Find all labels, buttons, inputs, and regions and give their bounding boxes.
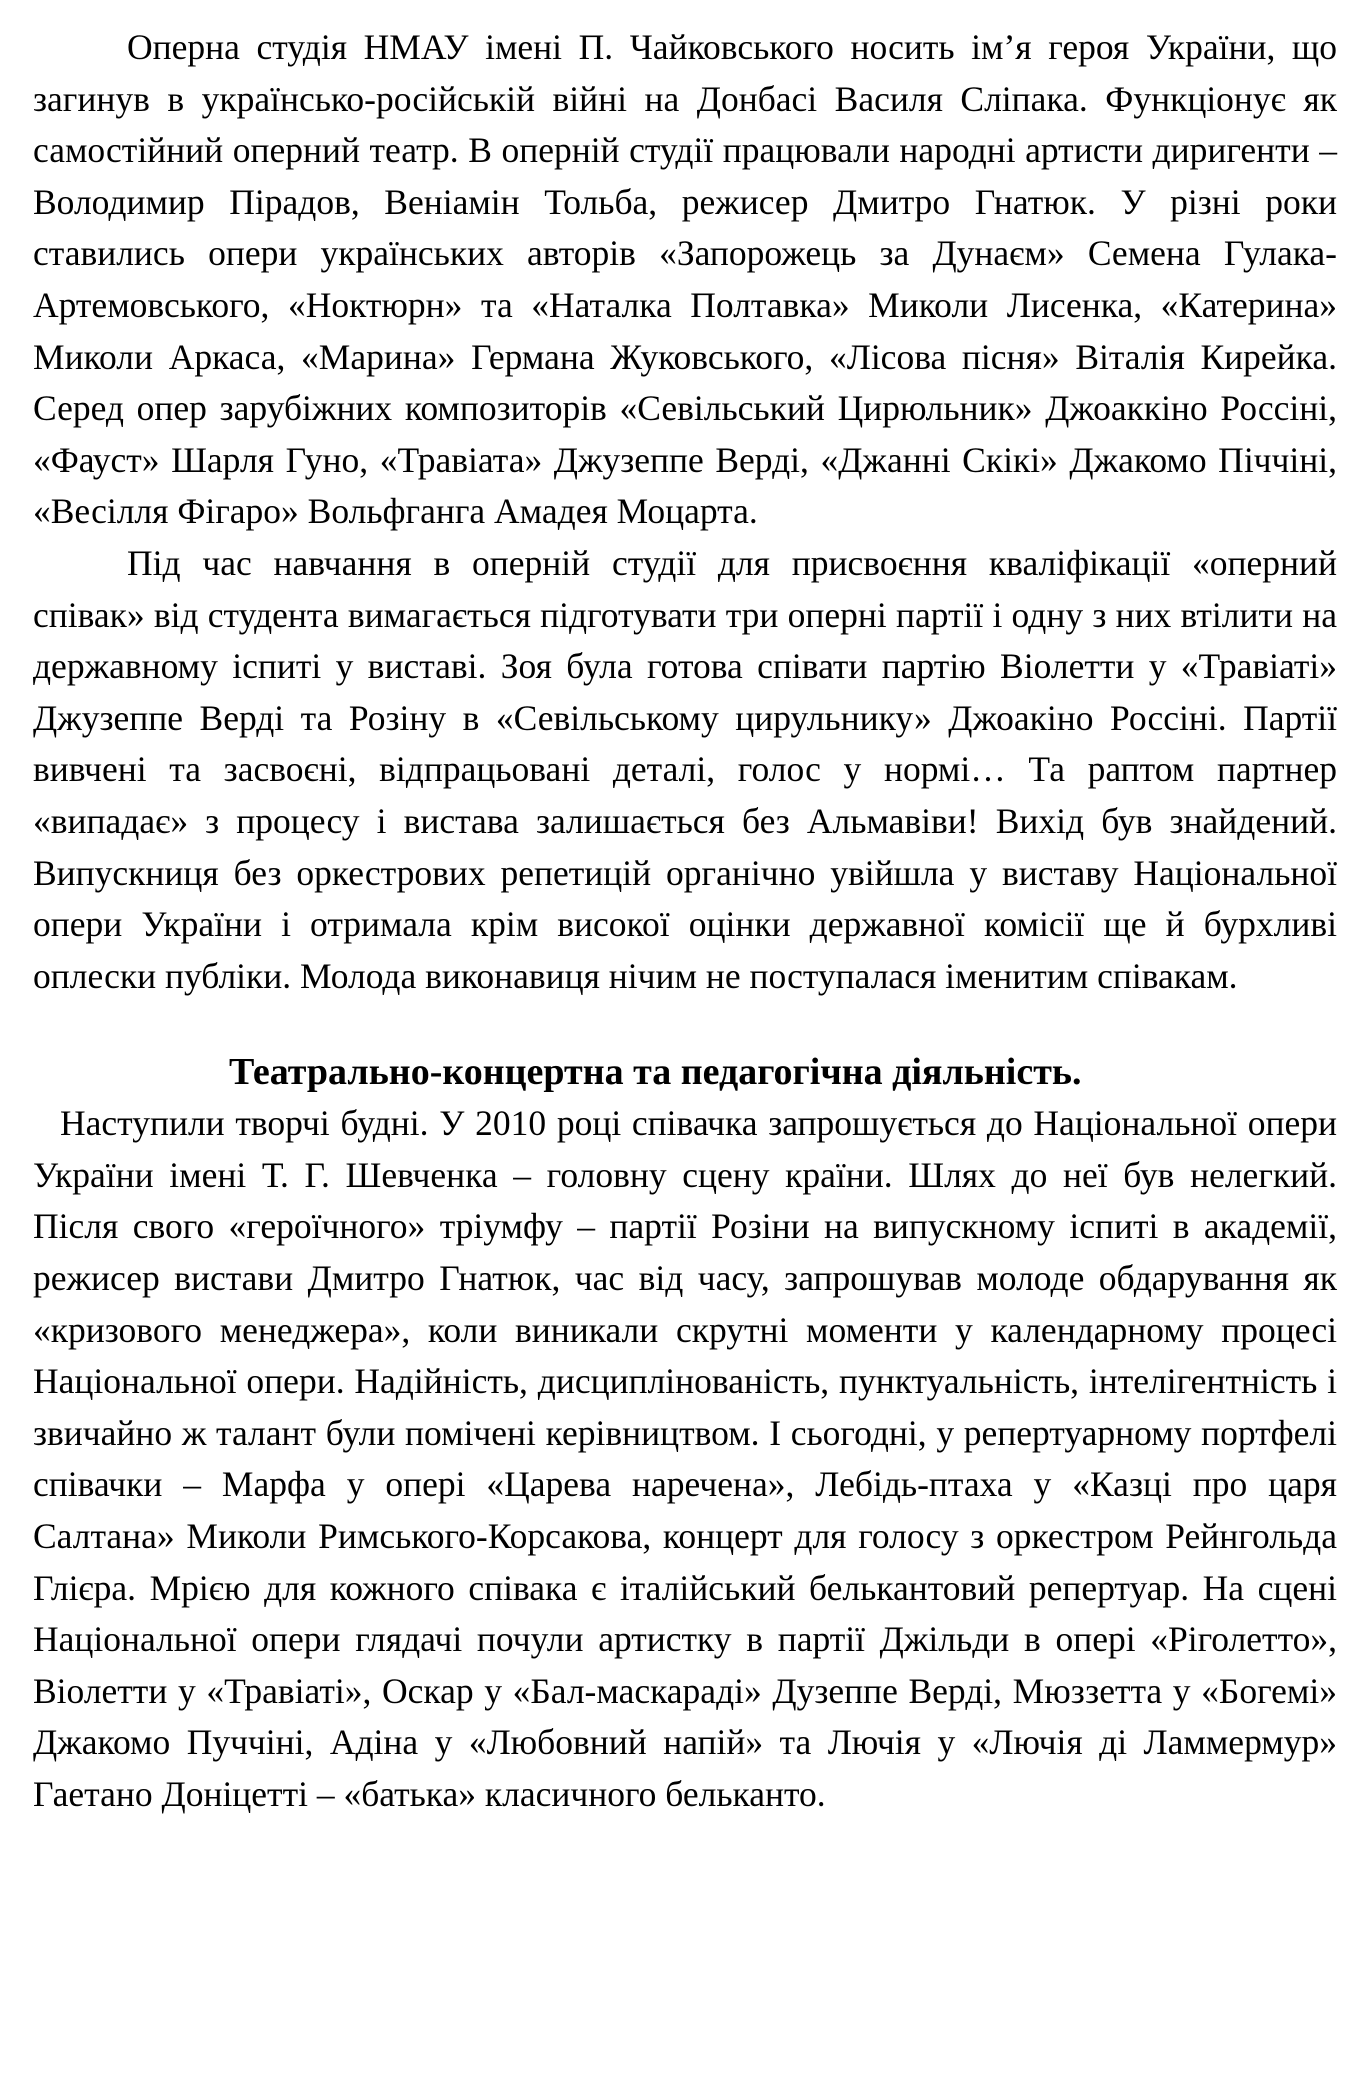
paragraph-opera-studio: Оперна студія НМАУ імені П. Чайковського носить ім’я героя України, що загинув в українсько-російській війні на Донбасі Василя Сліпака. Функціонує як самостійний оперний театр. В оперній студії працювали народні артисти диригенти – Володимир Пірадов, Веніамін Тольба, режисер Дмитро Гнатюк. У різні роки ставились опери українських авторів «Запорожець за Дунаєм» Семена Гулака-Артемовського, «Ноктюрн» та «Наталка Полтавка» Миколи Лисенка, «Катерина» Миколи Аркаса, «Марина» Германа Жуковського, «Лісова пісня» Віталія Кирейка. Серед опер зарубіжних композиторів «Севільський Цирюльник» Джоаккіно Россіні, «Фауст» Шарля Гуно, «Травіата» Джузеппе Верді, «Джанні Скікі» Джакомо Піччіні, «Весілля Фігаро» Вольфганга Амадея Моцарта.: [33, 27, 1337, 532]
section-heading: Театрально-концертна та педагогічна діяльність.: [229, 1051, 1082, 1094]
paragraph-studies: Під час навчання в оперній студії для присвоєння кваліфікації «оперний співак» від студента вимагається підготувати три оперні партії і одну з них втілити на державному іспиті у виставі. Зоя була готова співати партію Віолетти у «Травіаті» Джузеппе Верді та Розіну в «Севільському цирульнику» Джоакіно Россіні. Партії вивчені та засвоєні, відпрацьовані деталі, голос у нормі… Та раптом партнер «випадає» з процесу і вистава залишається без Альмавіви! Вихід був знайдений. Випускниця без оркестрових репетицій органічно увійшла у виставу Національної опери України і отримала крім високої оцінки державної комісії ще й бурхливі оплески публіки. Молода виконавиця нічим не поступалася іменитим співакам.: [33, 542, 1337, 996]
document-page: [33, 22, 1337, 1821]
paragraph-career: Наступили творчі будні. У 2010 році співачка запрошується до Національної опери України імені Т. Г. Шевченка – головну сцену країни. Шлях до неї був нелегкий. Після свого «героїчного» тріумфу – партії Розіни на випускному іспиті в академії, режисер вистави Дмитро Гнатюк, час від часу, запрошував молоде обдарування як «кризового менеджера», коли виникали скрутні моменти у календарному процесі Національної опери. Надійність, дисциплінованість, пунктуальність, інтелігентність і звичайно ж талант були помічені керівництвом. І сьогодні, у репертуарному портфелі співачки – Марфа у опері «Царева наречена», Лебідь-птаха у «Казці про царя Салтана» Миколи Римського-Корсакова, концерт для голосу з оркестром Рейнгольда Глієра. Мрією для кожного співака є італійський белькантовий репертуар. На сцені Національної опери глядачі почули артистку в партії Джільди в опері «Ріголетто», Віолетти у «Травіаті», Оскар у «Бал-маскараді» Дузеппе Верді, Мюззетта у «Богемі» Джакомо Пуччіні, Адіна у «Любовний напій» та Лючія у «Лючія ді Ламмермур» Гаетано Доніцетті – «батька» класичного бельканто.: [33, 1103, 1337, 1814]
